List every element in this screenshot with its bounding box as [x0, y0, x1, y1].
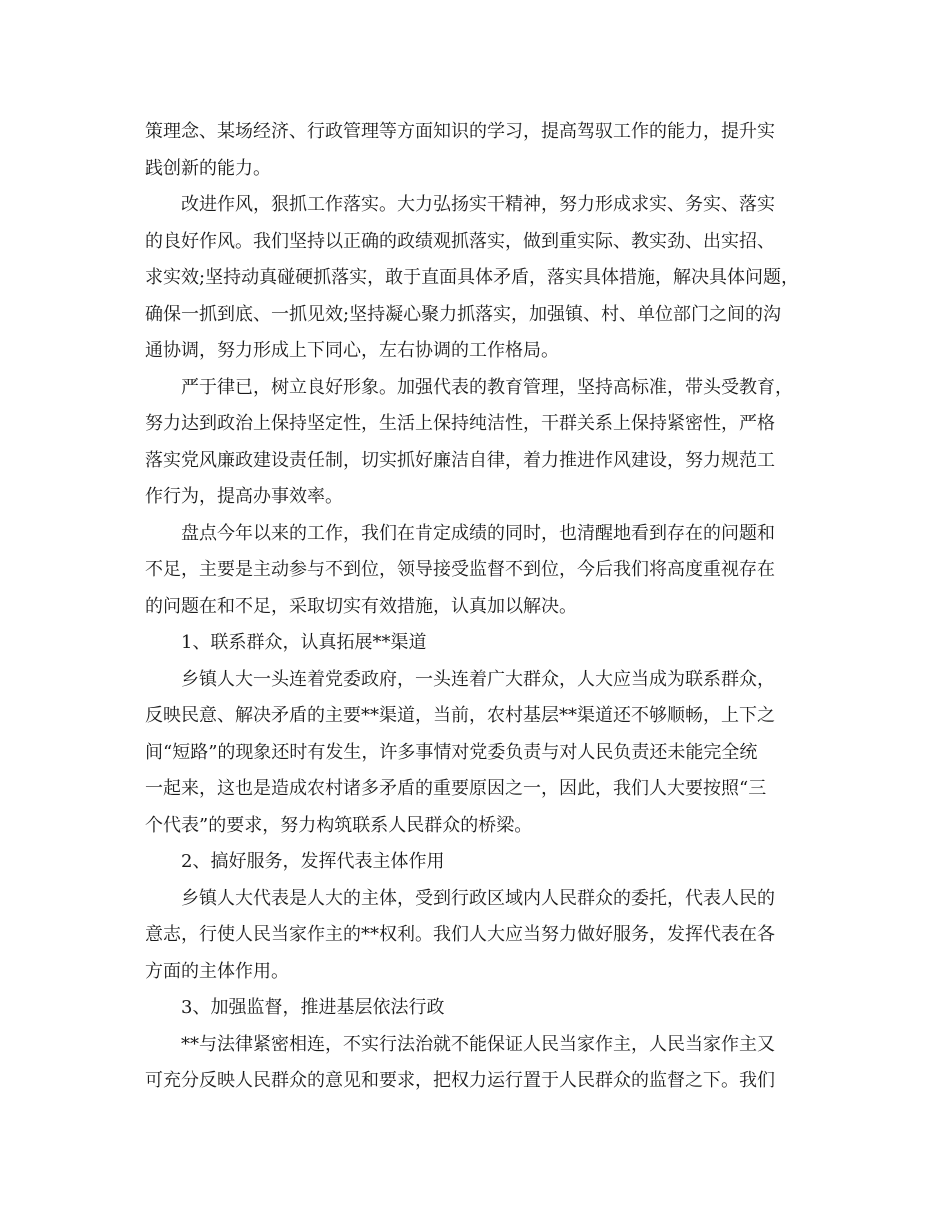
text-line: 2、搞好服务，发挥代表主体作用 — [181, 851, 445, 872]
text-line: 间“短路”的现象还时有发生，许多事情对党委负责与对人民负责还未能完全统 — [145, 741, 758, 763]
text-line: 的良好作风。我们坚持以正确的政绩观抓落实，做到重实际、教实劲、出实招、 — [145, 230, 775, 252]
text-line: 3、加强监督，推进基层依法行政 — [181, 997, 445, 1018]
text-line: 盘点今年以来的工作，我们在肯定成绩的同时，也清醒地看到存在的问题和 — [181, 522, 775, 544]
text-line: **与法律紧密相连，不实行法治就不能保证人民当家作主，人民当家作主又 — [181, 1033, 775, 1055]
text-line: 反映民意、解决矛盾的主要**渠道，当前，农村基层**渠道还不够顺畅，上下之 — [145, 705, 775, 726]
text-line: 求实效;坚持动真碰硬抓落实，敢于直面具体矛盾，落实具体措施，解决具体问题， — [145, 267, 800, 288]
text-line: 方面的主体作用。 — [145, 960, 289, 982]
text-line: 努力达到政治上保持坚定性，生活上保持纯洁性，干群关系上保持紧密性，严格 — [145, 413, 775, 434]
text-line: 通协调，努力形成上下同心，左右协调的工作格局。 — [145, 340, 559, 361]
text-line: 确保一抓到底、一抓见效;坚持凝心聚力抓落实，加强镇、村、单位部门之间的沟 — [145, 303, 782, 325]
document-body — [145, 114, 810, 1100]
text-line: 的问题在和不足，采取切实有效措施，认真加以解决。 — [145, 595, 577, 617]
text-line: 作行为，提高办事效率。 — [145, 486, 343, 507]
text-line: 落实党风廉政建设责任制，切实抓好廉洁自律，着力推进作风建设，努力规范工 — [145, 449, 775, 471]
text-line: 个代表”的要求，努力构筑联系人民群众的桥梁。 — [145, 814, 533, 836]
text-line: 1、联系群众，认真拓展**渠道 — [181, 632, 427, 653]
text-line: 严于律已，树立良好形象。加强代表的教育管理，坚持高标准，带头受教育， — [181, 376, 793, 398]
text-line: 可充分反映人民群众的意见和要求，把权力运行置于人民群众的监督之下。我们 — [145, 1070, 775, 1091]
text-line: 践创新的能力。 — [145, 157, 271, 179]
text-line: 一起来，这也是造成农村诸多矛盾的重要原因之一，因此，我们人大要按照“三 — [145, 778, 767, 799]
text-line: 策理念、某场经济、行政管理等方面知识的学习，提高驾驭工作的能力，提升实 — [145, 121, 775, 142]
text-line: 乡镇人大一头连着党委政府，一头连着广大群众，人大应当成为联系群众， — [181, 668, 775, 690]
text-line: 不足，主要是主动参与不到位，领导接受监督不到位，今后我们将高度重视存在 — [145, 559, 775, 580]
text-line: 改进作风，狠抓工作落实。大力弘扬实干精神，努力形成求实、务实、落实 — [181, 194, 775, 215]
text-line: 意志，行使人民当家作主的**权利。我们人大应当努力做好服务，发挥代表在各 — [145, 924, 775, 945]
text-line: 乡镇人大代表是人大的主体，受到行政区域内人民群众的委托，代表人民的 — [181, 887, 775, 909]
